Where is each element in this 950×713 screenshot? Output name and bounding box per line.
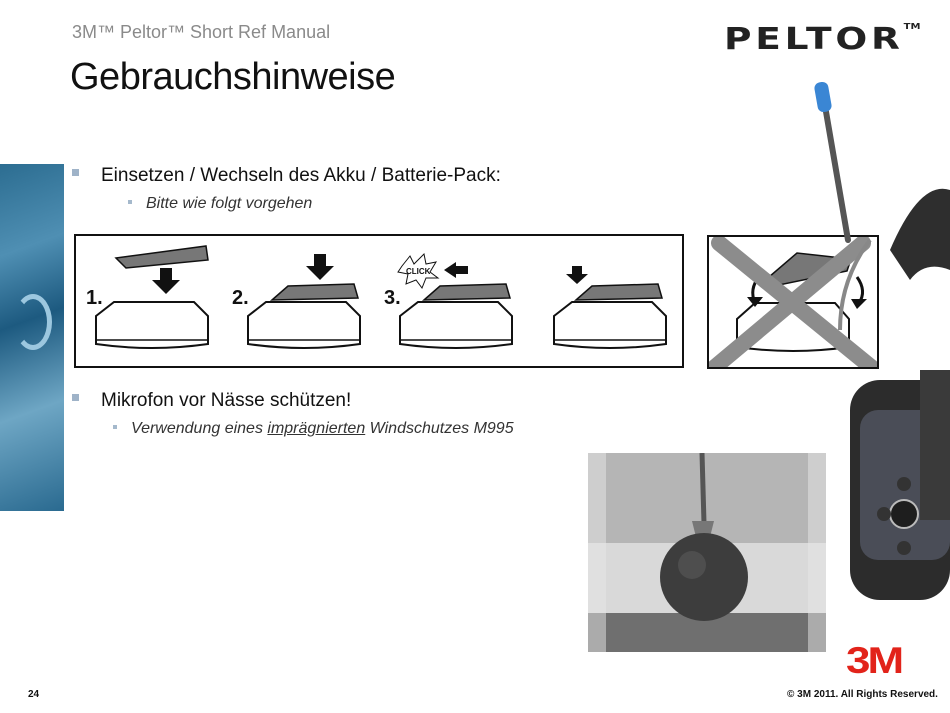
bullet-marker	[72, 169, 79, 176]
step-3	[384, 254, 512, 348]
bullet-text: Einsetzen / Wechseln des Akku / Batterie-Pack:	[101, 165, 501, 186]
step-1	[86, 246, 208, 348]
step-label-2: 2.	[232, 287, 249, 309]
hook-shape	[14, 294, 52, 350]
3m-logo: 3M	[846, 640, 902, 682]
sub-bullet-text: Bitte wie folgt vorgehen	[146, 195, 313, 212]
step-2	[232, 254, 360, 348]
manual-subtitle: 3M™ Peltor™ Short Ref Manual	[72, 22, 331, 42]
battery-steps-figure	[74, 234, 684, 368]
bullet-text: Mikrofon vor Nässe schützen!	[101, 390, 352, 411]
steps-illustration	[76, 236, 682, 366]
sub-bullet-marker	[128, 200, 132, 204]
side-photo	[0, 164, 64, 511]
copyright-notice: © 3M 2011. All Rights Reserved.	[787, 689, 938, 700]
bullet-marker	[72, 394, 79, 401]
water-illustration	[588, 453, 826, 652]
bullet-microphone	[72, 390, 351, 412]
headset-illustration	[800, 80, 950, 600]
step-label-3: 3.	[384, 287, 401, 309]
step-label-1: 1.	[86, 287, 103, 309]
step-4	[554, 266, 666, 348]
headset-photo	[800, 80, 950, 600]
page-number: 24	[28, 689, 40, 700]
sub-bullet-windscreen: Verwendung eines imprägnierten Windschutzes M995	[113, 420, 514, 438]
bullet-battery	[72, 165, 501, 187]
underlined-word: imprägnierten	[267, 420, 366, 437]
sub-bullet-procedure	[128, 195, 312, 213]
windscreen-water-photo	[588, 453, 826, 652]
page-title: Gebrauchshinweise	[70, 56, 396, 98]
peltor-logo: PELTOR™	[724, 22, 921, 57]
click-label: CLICK	[406, 267, 431, 276]
sub-bullet-marker	[113, 425, 117, 429]
